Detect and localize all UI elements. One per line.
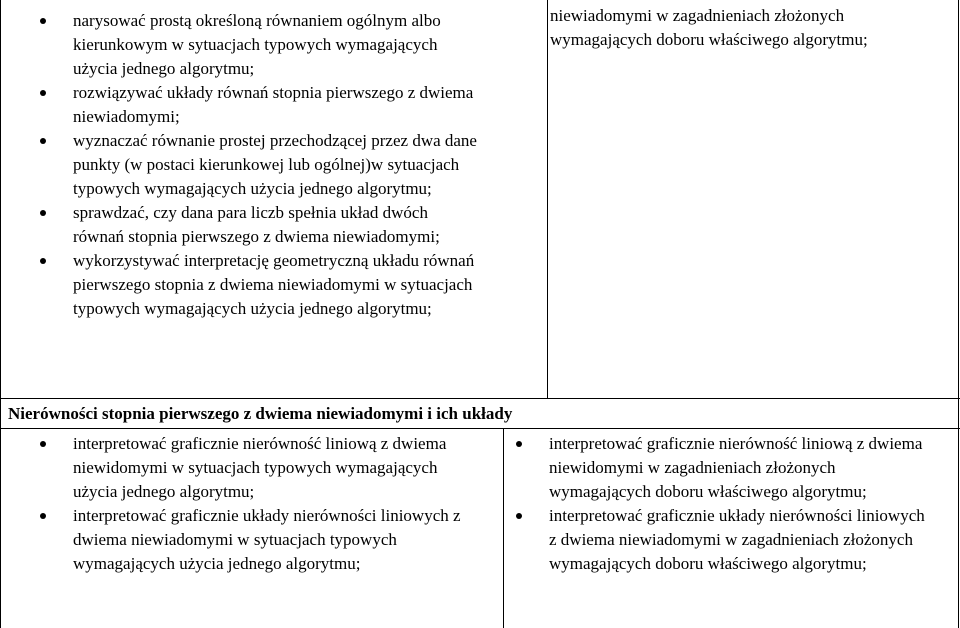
bottom-left-list (40, 432, 480, 576)
list-item (40, 432, 480, 504)
bottom-left-cell (40, 432, 480, 576)
table-border-above-heading (0, 398, 960, 399)
list-item-text: interpretować graficznie układy nierówności liniowych z dwiema niewiadomymi w sytuacjach typowych wymagających użycia jednego algorytmu; (73, 506, 461, 573)
list-item-text: interpretować graficznie nierówność liniową z dwiema niewidomymi w sytuacjach typowych wymagających użycia jednego algorytmu; (73, 434, 447, 501)
list-item-text: interpretować graficznie układy nierówności liniowych z dwiema niewiadomymi w zagadnieniach złożonych wymagających doboru właściwego algorytmu; (549, 506, 925, 573)
list-item (516, 504, 926, 576)
bullet-icon (40, 90, 46, 96)
top-right-cell (550, 4, 950, 52)
top-right-text: niewiadomymi w zagadnieniach złożonych wymagających doboru właściwego algorytmu; (550, 6, 868, 49)
top-left-cell (40, 9, 480, 321)
bullet-icon (40, 258, 46, 264)
list-item-text: wyznaczać równanie prostej przechodzącej przez dwa dane punkty (w postaci kierunkowej lub ogólnej)w sytuacjach typowych wymagających użycia jednego algorytmu; (73, 131, 477, 198)
bullet-icon (40, 513, 46, 519)
list-item-text: wykorzystywać interpretację geometryczną układu równań pierwszego stopnia z dwiema niewiadomymi w sytuacjach typowych wymagających użycia jednego algorytmu; (73, 251, 475, 318)
bullet-icon (516, 441, 522, 447)
table-border-middle-bottom (503, 428, 504, 628)
table-border-below-heading (0, 428, 960, 429)
list-item (40, 81, 480, 129)
bullet-icon (40, 441, 46, 447)
list-item (40, 9, 480, 81)
list-item-text: narysować prostą określoną równaniem ogólnym albo kierunkowym w sytuacjach typowych wymagających użycia jednego algorytmu; (73, 11, 441, 78)
section-heading: Nierówności stopnia pierwszego z dwiema niewiadomymi i ich układy (8, 404, 513, 423)
bullet-icon (516, 513, 522, 519)
bottom-right-cell (516, 432, 926, 576)
list-item-text: sprawdzać, czy dana para liczb spełnia układ dwóch równań stopnia pierwszego z dwiema niewiadomymi; (73, 203, 440, 246)
list-item (40, 504, 480, 576)
bullet-icon (40, 210, 46, 216)
top-left-list (40, 9, 480, 321)
bullet-icon (40, 18, 46, 24)
list-item (516, 432, 926, 504)
list-item (40, 201, 480, 249)
list-item-text: interpretować graficznie nierówność liniową z dwiema niewidomymi w zagadnieniach złożonych wymagających doboru właściwego algorytmu; (549, 434, 923, 501)
list-item-text: rozwiązywać układy równań stopnia pierwszego z dwiema niewiadomymi; (73, 83, 474, 126)
list-item (40, 129, 480, 201)
table-border-middle-top (547, 0, 548, 398)
bottom-right-list (516, 432, 926, 576)
list-item (40, 249, 480, 321)
table-border-left (0, 0, 1, 628)
table-border-right (958, 0, 959, 628)
bullet-icon (40, 138, 46, 144)
